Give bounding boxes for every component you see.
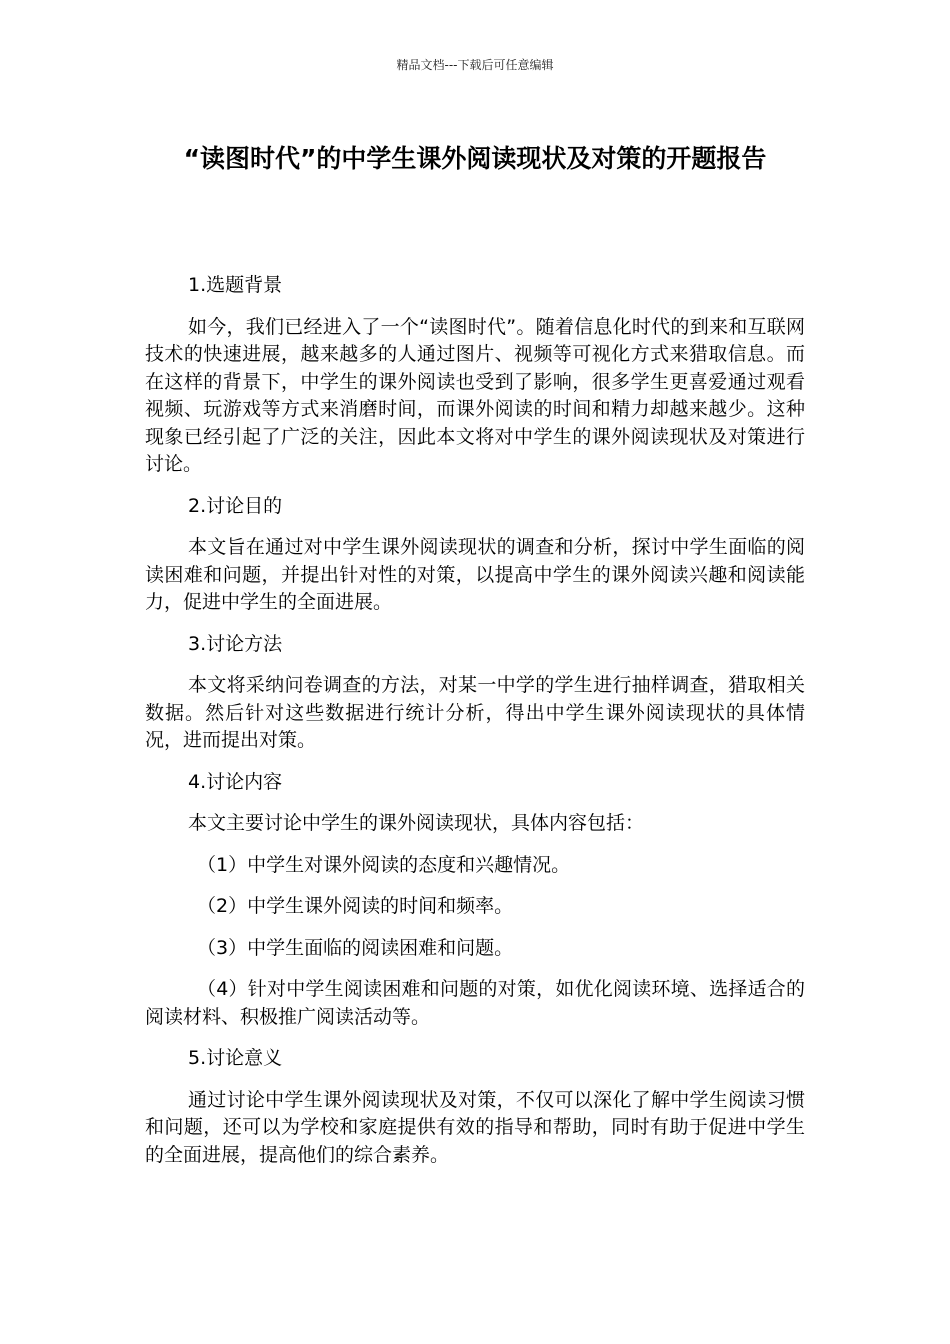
- header-note: 精品文档---下载后可任意编辑: [396, 58, 554, 72]
- section-heading-method: 3.讨论方法: [188, 632, 283, 655]
- list-item: （3）中学生面临的阅读困难和问题。: [197, 936, 514, 959]
- list-item: （1）中学生对课外阅读的态度和兴趣情况。: [197, 853, 571, 876]
- section-heading-background: 1.选题背景: [188, 274, 283, 296]
- section-heading-content: 4.讨论内容: [188, 770, 283, 793]
- list-item: （2）中学生课外阅读的时间和频率。: [197, 895, 514, 917]
- document-body: [145, 272, 805, 1183]
- section-paragraph-significance: 通过讨论中学生课外阅读现状及对策，不仅可以深化了解中学生阅读习惯和问题，还可以为学校和家庭提供有效的指导和帮助，同时有助于促进中学生的全面进展，提高他们的综合素养。: [145, 1088, 805, 1166]
- document-title: “读图时代”的中学生课外阅读现状及对策的开题报告: [183, 144, 767, 173]
- section-paragraph-method: 本文将采纳问卷调查的方法，对某一中学的学生进行抽样调查，猎取相关数据。然后针对这些数据进行统计分析，得出中学生课外阅读现状的具体情况，进而提出对策。: [145, 674, 805, 751]
- section-paragraph-background: 如今，我们已经进入了一个“读图时代”。随着信息化时代的到来和互联网技术的快速进展，越来越多的人通过图片、视频等可视化方式来猎取信息。而在这样的背景下，中学生的课外阅读也受到了影响，很多学生更喜爱通过观看视频、玩游戏等方式来消磨时间，而课外阅读的时间和精力却越来越少。这种现象已经引起了广泛的关注，因此本文将对中学生的课外阅读现状及对策进行讨论。: [145, 315, 805, 475]
- section-heading-purpose: 2.讨论目的: [188, 494, 283, 517]
- section-heading-significance: 5.讨论意义: [188, 1047, 283, 1069]
- section-paragraph-purpose: 本文旨在通过对中学生课外阅读现状的调查和分析，探讨中学生面临的阅读困难和问题，并提出针对性的对策，以提高中学生的课外阅读兴趣和阅读能力，促进中学生的全面进展。: [145, 536, 805, 613]
- section-intro-content: 本文主要讨论中学生的课外阅读现状，具体内容包括：: [188, 812, 645, 834]
- list-item: （4）针对中学生阅读困难和问题的对策，如优化阅读环境、选择适合的阅读材料、积极推广阅读活动等。: [145, 978, 805, 1028]
